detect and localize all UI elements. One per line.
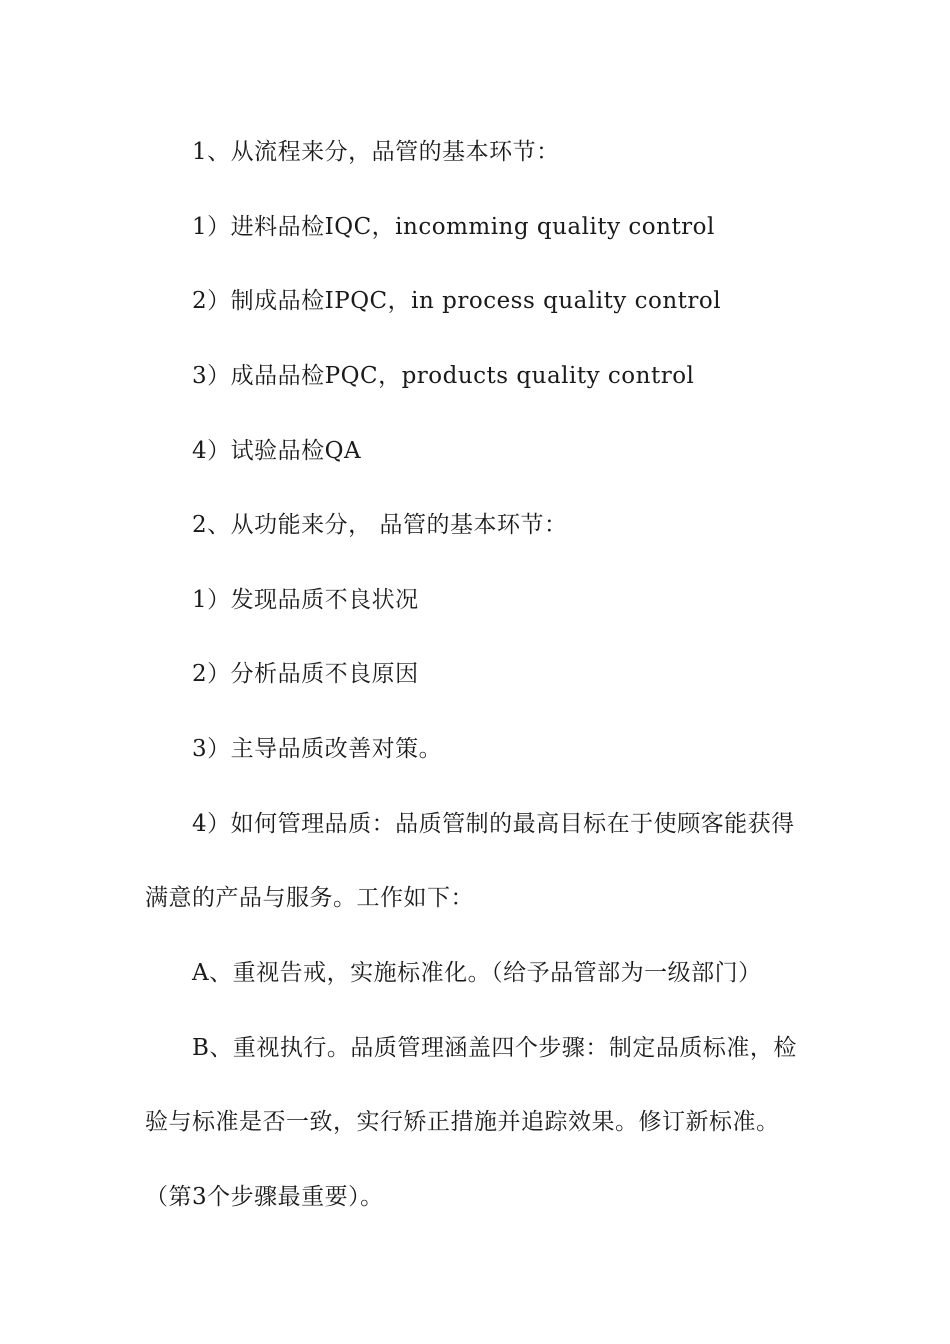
section-heading-process: 1、从流程来分，品管的基本环节： <box>192 139 560 165</box>
list-item-ipqc: 2）制成品检IPQC，in process quality control <box>192 288 722 314</box>
list-item-b-cont: 验与标准是否一致，实行矫正措施并追踪效果。修订新标准。 <box>145 1109 780 1135</box>
list-item-b: B、重视执行。品质管理涵盖四个步骤：制定品质标准，检 <box>192 1035 797 1061</box>
list-item-improve: 3）主导品质改善对策。 <box>192 736 443 762</box>
section-heading-function: 2、从功能来分， 品管的基本环节： <box>192 512 568 538</box>
list-item-manage: 4）如何管理品质：品质管制的最高目标在于使顾客能获得 <box>192 811 795 837</box>
list-item-discover: 1）发现品质不良状况 <box>192 587 419 613</box>
list-item-qa: 4）试验品检QA <box>192 438 362 464</box>
list-item-iqc: 1）进料品检IQC，incomming quality control <box>192 214 715 240</box>
list-item-pqc: 3）成品品检PQC，products quality control <box>192 363 695 389</box>
list-item-analyze: 2）分析品质不良原因 <box>192 661 419 687</box>
list-item-manage-cont: 满意的产品与服务。工作如下： <box>145 885 474 911</box>
list-item-b-note: （第3个步骤最重要）。 <box>145 1184 384 1210</box>
list-item-a: A、重视告戒，实施标准化。（给予品管部为一级部门） <box>192 960 762 986</box>
